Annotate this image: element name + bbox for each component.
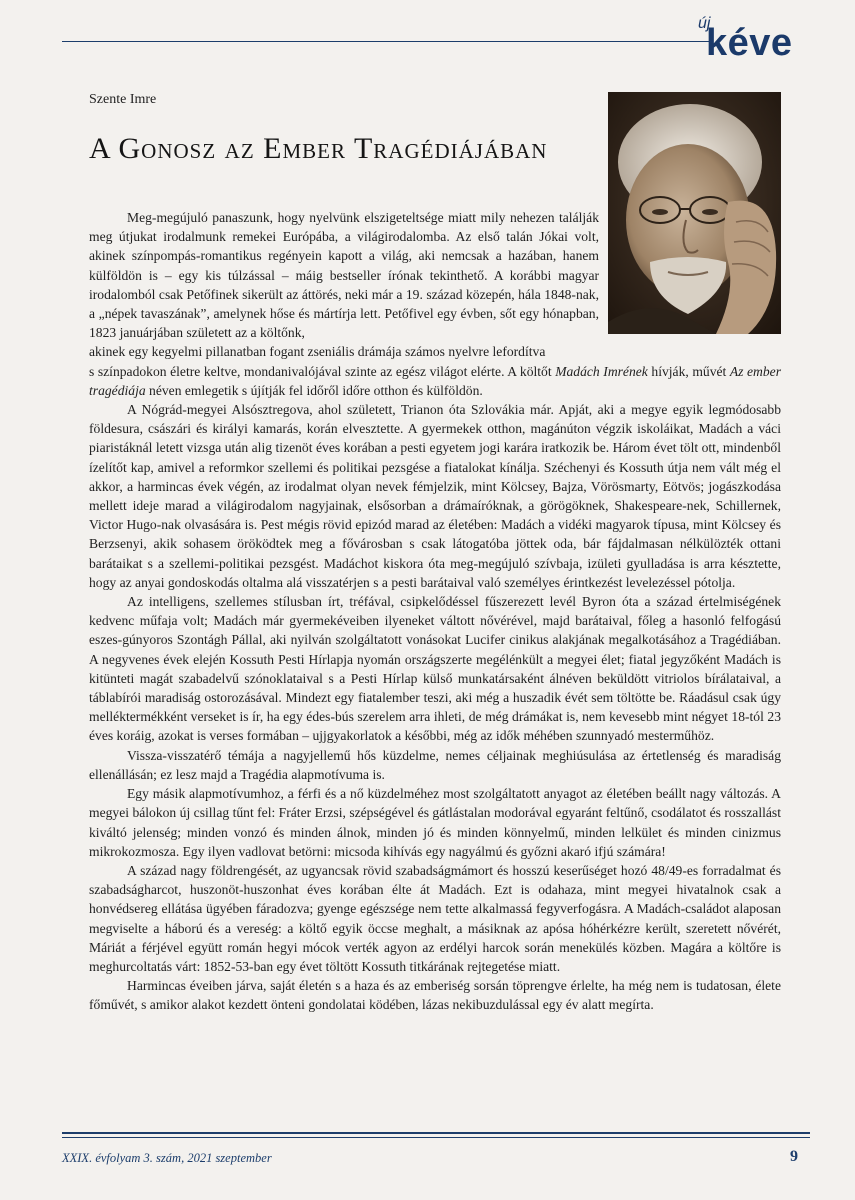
footer-rule-thick <box>62 1132 810 1134</box>
author-name: Szente Imre <box>89 92 157 107</box>
paragraph-3: Az intelligens, szellemes stílusban írt, tréfával, csipkelődéssel fűszerezett levél Byron óta a század értelmiségének kedvenc műfaja volt; Madách már gyermekéveiben ilyeneket váltott nővérével, majd barátaival, főleg a hasonló felfogású eszes-gúnyoros Szontágh Pállal, aki nyilván szolgáltatott vonásokat Lucifer cinikus alakjának megalkotásához a Tragédiában. A negyvenes évek elején Kossuth Pesti Hírlapja nyomán országszerte megélénkült a megyei élet; fiatal jegyzőként Madách is kitünteti magát szabadelvű szónoklataival s a Pesti Hírlap külső munkatársaként álnéven beküldött vitriolos bírálataival, a táblabírói maradiság ostorozásával. Mindezt egy fiatalember teszi, aki még a huszadik évét sem töltötte be. Ráadásul csak úgy melléktermékként verseket is ír, ha egy édes-bús szerelem arra ihleti, de még drámákat is, nem kevesebb mint négyet 18-tól 23 éves koráig, azokat is verses formában – ujjgyakorlatok a későbbi, még az idők méhében szunnyadó mesterműhöz. <box>89 594 781 744</box>
logo-prefix: új <box>698 15 711 32</box>
paragraph-1-part-b: akinek egy kegyelmi pillanatban fogant zseniális drámája számos nyelvre lefordítva <box>89 344 546 360</box>
p1-text-start: s színpadokon életre keltve, mondanivalójával szinte az egész világot elérte. A költőt <box>89 363 552 379</box>
header-rule <box>62 41 710 42</box>
paragraph-2: A Nógrád-megyei Alsósztregova, ahol született, Trianon óta Szlovákia már. Apját, aki a megye egyik legmódosabb földesura, császári és királyi kamarás, korán elvesztette. A gyermekek otthon, magánúton végzik iskoláikat, Madách a váci piaristáknál letett vizsga után alig tizenöt éves korában a pesti egyetem jogi karára iratkozik be. Három évet tölt ott, mindenből ízelítőt kap, amivel a reformkor szellemi és politikai pezsgése a fiatalokat kínálja. Széchenyi és Kossuth útja nem vált még el akkor, a harmincas évek végén, az irodalmat olyan nevek fémjelzik, mint Kölcsey, Bajza, Vörösmarty, Eötvös; jogászkodása mellett ideje marad a világirodalom nagyjainak, elsősorban a drámaíróknak, a görögöknek, Shakespeare-nek, Schillernek, Victor Hugo-nak olvasására is. Pest mégis rövid epizód marad az életében: Madách a vidéki magyarok típusa, mint Kölcsey és Berzsenyi, akik sohasem öröködtek meg a fővárosban s csak látogatóba jöttek oda, bár fájdalmasan nélkülözték ottani barátaikat s a szellemi-politikai pezsgést. Madáchot kiskora óta meg-megújuló szívbaja, izületi gyulladása is arra késztette, hogy az anyai gondoskodás oltalma alá visszatérjen s a pesti barátaival való személyes érintkezést levelezéssel pótolja. <box>89 402 781 590</box>
paragraph-1-part-a: Meg-megújuló panaszunk, hogy nyelvünk elszigeteltsége miatt mily nehezen találják meg útjukat irodalmunk remekei Európába, a világirodalomba. Az első talán Jókai volt, akinek színpompás-romantikus regényein kapott a világ, aki nemcsak a hazában, hanem külföldön is – egy kis túlzással – máig bestseller írónak tekinthető. A korábbi magyar irodalomból csak Petőfinek sikerült az áttörés, neki már a 19. század közepén, hála 1848-nak, a „népek tavaszának”, amelynek hőse és mártírja lett. Petőfivel egy évben, sőt egy hónapban, 1823 januárjában született az a költőnk, <box>89 210 599 341</box>
article-body <box>89 208 781 1015</box>
p1-italic-work: Az ember tragédiája <box>89 363 781 398</box>
p1-text-mid: hívják, művét <box>651 363 727 379</box>
p1-italic-name: Madách Imrének <box>555 363 648 379</box>
logo-name: kéve <box>706 22 793 64</box>
paragraph-1 <box>89 208 781 400</box>
paragraph-7: Harmincas éveiben járva, saját életén s a haza és az emberiség sorsán töprengve érlelte, ha még nem is tudatosan, élete főművét, s amikor alakot kezdett önteni gondolatai ködében, lázas nekibuzdulással egy év alatt megírta. <box>89 978 781 1013</box>
magazine-logo <box>694 14 814 64</box>
issue-info: XXIX. évfolyam 3. szám, 2021 szeptember <box>62 1151 272 1165</box>
footer-rule-thin <box>62 1137 810 1138</box>
paragraph-4: Vissza-visszatérő témája a nagyjellemű hős küzdelme, nemes céljainak meghiúsulása az értetlenség és maradiság ellenállásán; ez lesz majd a Tragédia alapmotívuma is. <box>89 747 781 782</box>
page-number: 9 <box>790 1148 798 1165</box>
paragraph-5: Egy másik alapmotívumhoz, a férfi és a nő küzdelméhez most szolgáltatott anyagot az életében beállt nagy változás. A megyei bálokon új csillag tűnt fel: Fráter Erzsi, szépségével és gátlástalan modorával egyaránt feltűnő, csodálatot és rosszallást kiváltó jelenség; minden vonzó és minden álnok, minden jó és minden könnyelmű, minden lelkület és minden cinizmus mikrokozmosza. Egy ilyen vadlovat betörni: micsoda kihívás egy nagyálmú és győzni akaró ifjú számára! <box>89 786 781 859</box>
article-title: A Gonosz az Ember Tragédiájában <box>89 132 548 165</box>
p1-text-end: néven emlegetik s újítják fel időről időre otthon és külföldön. <box>149 382 483 398</box>
paragraph-1-part-c <box>89 362 781 400</box>
paragraph-6: A század nagy földrengését, az ugyancsak rövid szabadságmámort és hosszú keserűséget hozó 48/49-es forradalmat és szabadságharcot, huszonöt-huszonhat éves korában élte át Madách. Ezt is odahaza, mint megyei hivatalnok csak a honvédsereg ellátása ügyében fáradozva; gyenge egészsége nem tette alkalmassá fegyverfogásra. A Madách-családot alaposan megviselte a háború és a vereség: a költő egyik öccse meghalt, a másiknak az apósa hóhérkézre került, szeretett nővérét, Máriát a férjével együtt román hegyi mócok verték agyon az erdélyi harcok során menekülés közben. Magára a költőre is meghurcoltatás várt: 1852-53-ban egy évet töltött Kossuth titkárának rejtegetése miatt. <box>89 862 781 974</box>
